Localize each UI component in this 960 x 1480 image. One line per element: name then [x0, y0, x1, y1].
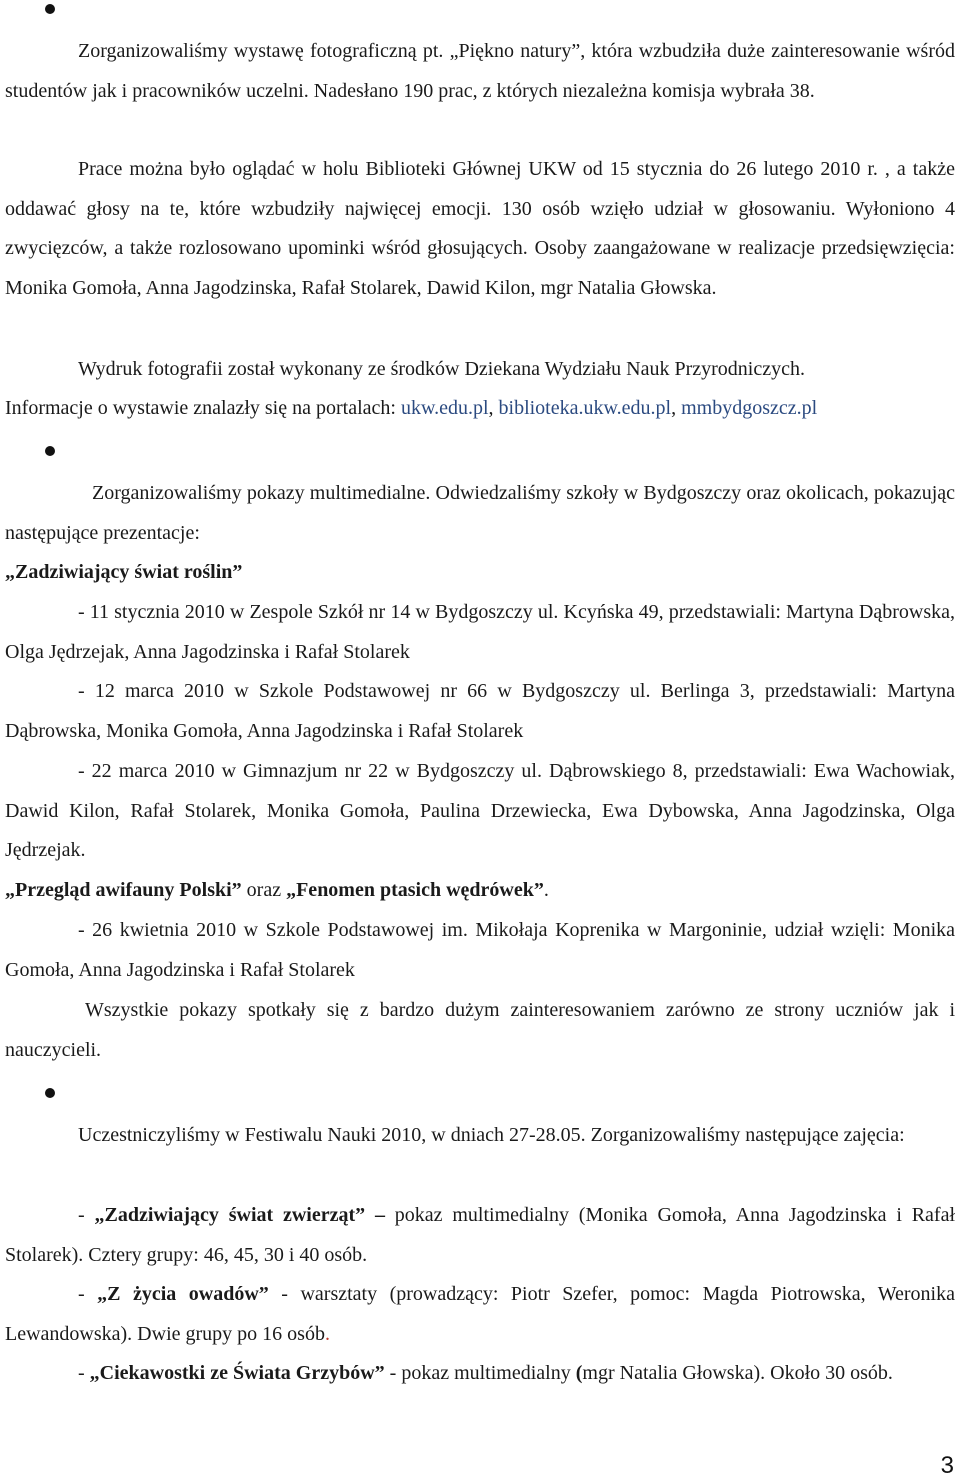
list-item: - 26 kwietnia 2010 w Szkole Podstawowej im. Mikołaja Koprenika w Margoninie, udział wzięli: Monika Gomoła, Anna Jagodzinska i Rafał Stolarek — [5, 919, 955, 981]
dash: – — [365, 1204, 395, 1226]
bold-title: „Zadziwiający świat zwierząt” — [94, 1204, 366, 1226]
bullet-icon — [45, 4, 55, 14]
link-biblioteka[interactable]: biblioteka.ukw.edu.pl — [498, 397, 672, 419]
link-ukw[interactable]: ukw.edu.pl — [400, 397, 489, 419]
list-item — [5, 1275, 955, 1354]
text: . — [543, 879, 549, 901]
paragraph: Prace można było oglądać w holu Biblioteki Głównej UKW od 15 stycznia do 26 lutego 2010 r. , a także oddawać głosy na te, które wzbudziły najwięcej emocji. 130 osób wzięło udział w głosowaniu. Wyłoniono 4 zwycięzców, a także rozlosowano upominki wśród głosujących. Osoby zaangażowane w realizacje przedsięwzięcia: Monika Gomoła, Anna Jagodzinska, Rafał Stolarek, Dawid Kilon, mgr Natalia Głowska. — [5, 158, 955, 299]
list-item — [5, 1196, 955, 1275]
paragraph: Zorganizowaliśmy pokazy multimedialne. Odwiedzaliśmy szkoły w Bydgoszczy oraz okolicach, pokazując następujące prezentacje: — [5, 482, 955, 544]
paragraph: Zorganizowaliśmy wystawę fotograficzną pt. „Piękno natury”, która wzbudziła duże zainteresowanie wśród studentów jak i pracowników uczelni. Nadesłano 190 prac, z których niezależna komisja wybrała 38. — [5, 40, 955, 102]
text: - pokaz multimedialny — [384, 1362, 576, 1384]
bullet-icon — [45, 1088, 55, 1098]
text: , — [671, 397, 682, 419]
text: , — [488, 397, 499, 419]
text: pokaz multimedialny (Monika Gomoła, Anna Jagodzinska i Rafał Stolarek). Cztery grupy: 46, 45, 30 i 40 osób. — [5, 1204, 956, 1266]
text: - — [78, 1283, 98, 1305]
text: Informacje o wystawie znalazły się na portalach: — [5, 397, 401, 419]
text: . — [324, 1322, 330, 1345]
text: oraz — [241, 879, 287, 901]
paragraph: Wszystkie pokazy spotkały się z bardzo dużym zainteresowaniem zarówno ze strony uczniów jak i nauczycieli. — [5, 999, 955, 1061]
link-mmbydgoszcz[interactable]: mmbydgoszcz.pl — [681, 397, 818, 419]
paragraph: Uczestniczyliśmy w Festiwalu Nauki 2010, w dniach 27-28.05. Zorganizowaliśmy następujące zajęcia: — [78, 1124, 905, 1146]
bold-title: „Fenomen ptasich wędrówek” — [286, 879, 544, 901]
text: ( — [575, 1362, 583, 1384]
paragraph: Wydruk fotografii został wykonany ze środków Dziekana Wydziału Nauk Przyrodniczych. — [78, 358, 805, 380]
bold-title: „Z życia owadów” — [97, 1283, 269, 1305]
list-item — [5, 1354, 955, 1394]
bold-title: „Ciekawostki ze Świata Grzybów” — [89, 1362, 385, 1384]
text: mgr Natalia Głowska). Około 30 osób. — [582, 1362, 893, 1384]
presentation-title — [5, 553, 955, 593]
list-item: - 12 marca 2010 w Szkole Podstawowej nr 66 w Bydgoszczy ul. Berlinga 3, przedstawiali: Martyna Dąbrowska, Monika Gomoła, Anna Jagodzinska i Rafał Stolarek — [5, 680, 955, 742]
list-item: - 22 marca 2010 w Gimnazjum nr 22 w Bydgoszczy ul. Dąbrowskiego 8, przedstawiali: Ewa Wachowiak, Dawid Kilon, Rafał Stolarek, Monika Gomoła, Paulina Drzewiecka, Ewa Dybowska, Anna Jagodzinska, Olga Jędrzejak. — [5, 760, 955, 862]
bold-title: „Zadziwiający świat roślin” — [5, 561, 243, 583]
text: - warsztaty (prowadzący: Piotr Szefer, pomoc: Magda Piotrowska, Weronika Lewandowska). Dwie grupy po 16 osób — [5, 1283, 955, 1345]
list-item: - 11 stycznia 2010 w Zespole Szkół nr 14 w Bydgoszczy ul. Kcyńska 49, przedstawiali: Martyna Dąbrowska, Olga Jędrzejak, Anna Jagodzinska i Rafał Stolarek — [5, 601, 955, 663]
presentation-title — [5, 871, 955, 911]
page-number: 3 — [940, 1452, 954, 1479]
paragraph-links — [5, 389, 955, 429]
text: - — [78, 1204, 95, 1226]
bullet-icon — [45, 446, 55, 456]
bold-title: „Przegląd awifauny Polski” — [5, 879, 242, 901]
text: - — [78, 1362, 90, 1384]
